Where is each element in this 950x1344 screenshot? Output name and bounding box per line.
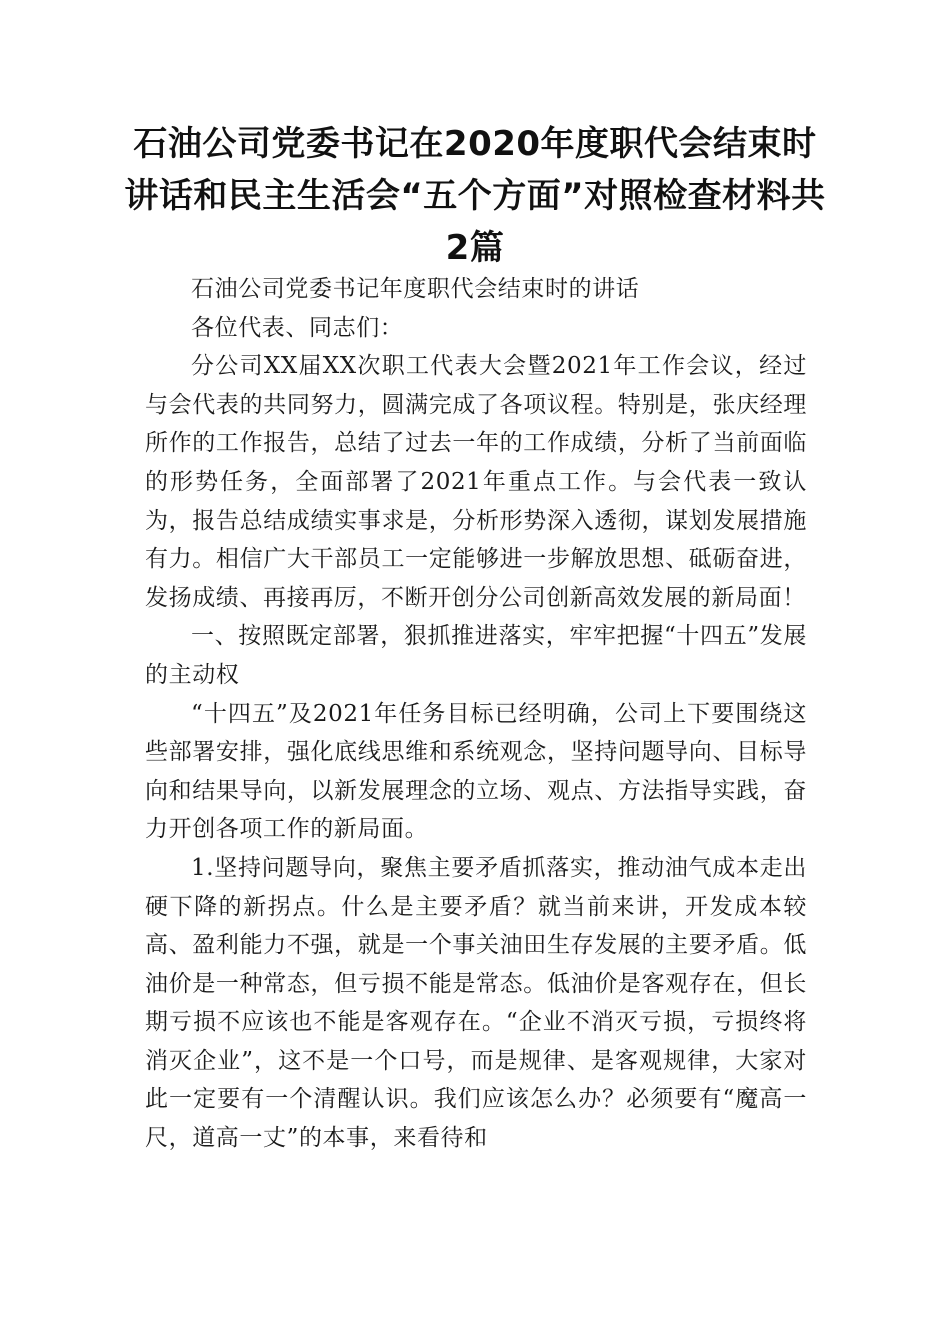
paragraph-subtitle: 石油公司党委书记年度职代会结束时的讲话 — [191, 276, 640, 302]
paragraph-point-1: 1.坚持问题导向，聚焦主要矛盾抓落实，推动油气成本走出硬下降的新拐点。什么是主要矛盾？就当前来讲，开发成本较高、盈利能力不强，就是一个事关油田生存发展的主要矛盾。低油价是一种常态，但亏损不能是常态。低油价是客观存在，但长期亏损不应该也不能是客观存在。“企业不消灭亏损，亏损终将消灭企业”，这不是一个口号，而是规律、是客观规律，大家对此一定要有一个清醒认识。我们应该怎么办？必须要有“魔高一尺，道高一丈”的本事，来看待和 — [145, 854, 807, 1152]
paragraph-section-heading: 一、按照既定部署，狠抓推进落实，牢牢把握“十四五”发展的主动权 — [145, 623, 807, 688]
document-title: 石油公司党委书记在2020年度职代会结束时讲话和民主生活会“五个方面”对照检查材料共2篇 — [124, 124, 826, 268]
paragraph-salutation: 各位代表、同志们： — [191, 314, 404, 341]
document-body — [145, 270, 807, 1158]
paragraph-intro: 分公司XX届XX次职工代表大会暨2021年工作会议，经过与会代表的共同努力，圆满完成了各项议程。特别是，张庆经理所作的工作报告，总结了过去一年的工作成绩，分析了当前面临的形势任务，全面部署了2021年重点工作。与会代表一致认为，报告总结成绩实事求是，分析形势深入透彻，谋划发展措施有力。相信广大干部员工一定能够进一步解放思想、砥砺奋进，发扬成绩、再接再厉，不断开创分公司创新高效发展的新局面！ — [145, 353, 807, 611]
paragraph-section-body: “十四五”及2021年任务目标已经明确，公司上下要围绕这些部署安排，强化底线思维和系统观念，坚持问题导向、目标导向和结果导向，以新发展理念的立场、观点、方法指导实践，奋力开创各项工作的新局面。 — [145, 700, 807, 843]
